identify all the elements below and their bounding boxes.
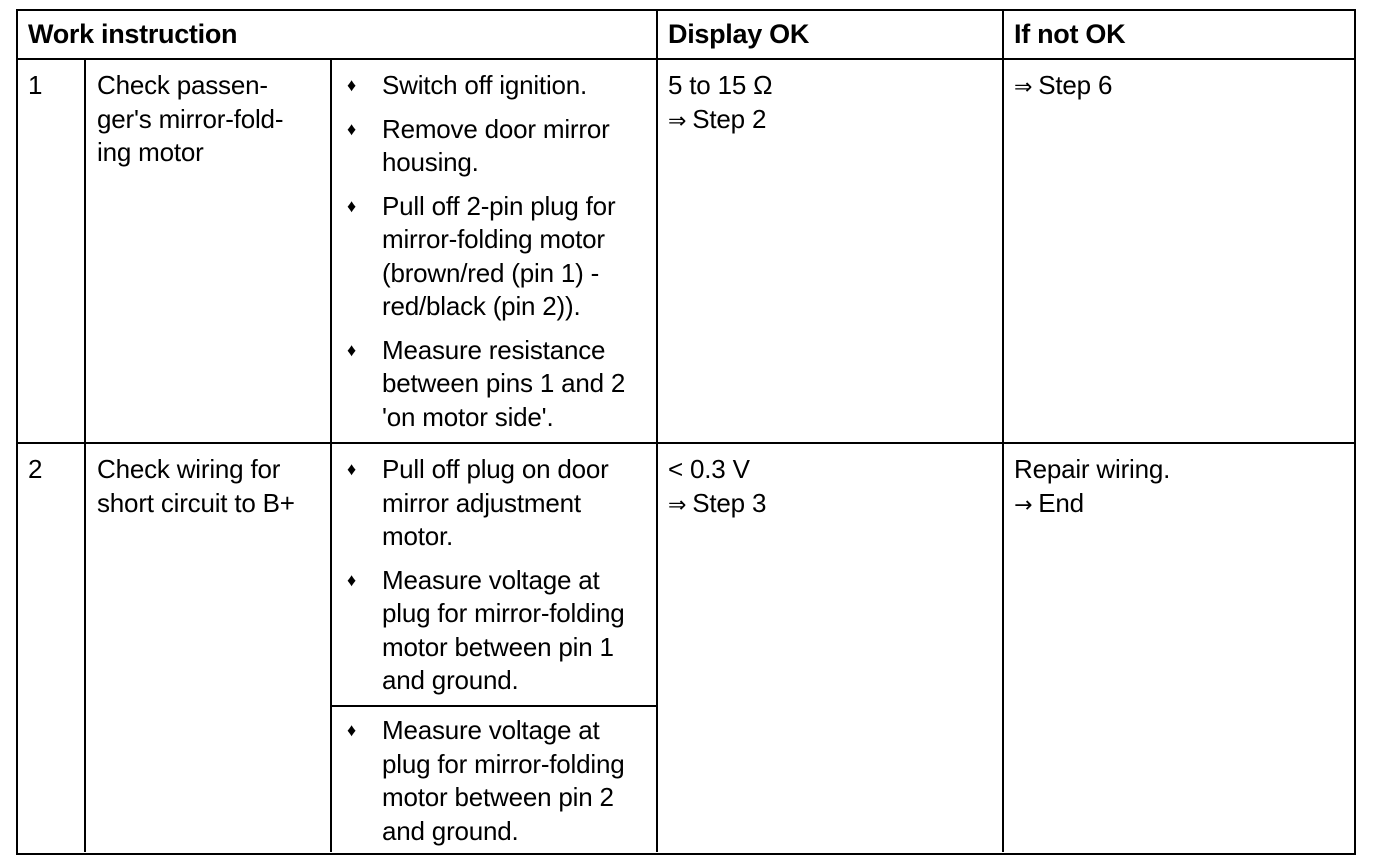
bullet-line: between pins 1 and 2	[382, 368, 626, 398]
step-number: 1	[28, 70, 43, 100]
table-row	[18, 60, 1354, 444]
display-ok-value: < 0.3 V	[668, 454, 750, 484]
diamond-bullet-icon: ♦	[347, 569, 356, 590]
bullet-item	[332, 714, 656, 848]
bullet-line: Measure voltage at	[382, 715, 600, 745]
bullet-line: Pull off plug on door	[382, 454, 609, 484]
bullet-line: housing.	[382, 147, 479, 177]
bullet-line: motor between pin 2	[382, 782, 614, 812]
step-description	[84, 60, 330, 442]
display-ok-cell	[656, 444, 1002, 852]
diamond-bullet-icon: ♦	[347, 720, 356, 740]
bullet-item	[332, 190, 656, 324]
bullet-line: Measure voltage at	[382, 564, 600, 595]
if-not-ok-next	[1014, 69, 1354, 105]
step-number: 2	[28, 454, 43, 484]
bullet-line: Pull off 2-pin plug for	[382, 190, 616, 221]
header-work-instruction: Work instruction	[28, 19, 238, 49]
bullet-line: mirror adjustment	[382, 487, 581, 518]
next-step-text: End	[1038, 487, 1084, 518]
double-arrow-icon: ⇒	[1014, 75, 1033, 100]
description-line: Check passen-	[97, 70, 268, 100]
bullet-line: (brown/red (pin 1) -	[382, 257, 600, 288]
bullet-item	[332, 334, 656, 435]
bullet-divider	[332, 705, 656, 707]
display-ok-value: 5 to 15 Ω	[668, 70, 773, 100]
if-not-ok-cell	[1002, 60, 1354, 442]
bullet-line: motor between pin 1	[382, 631, 614, 662]
header-display-ok: Display OK	[656, 11, 1002, 58]
double-arrow-icon: ⇒	[668, 108, 687, 134]
work-instruction-table	[16, 9, 1356, 855]
bullet-item	[332, 113, 656, 180]
description-line: short circuit to B+	[97, 487, 295, 518]
bullet-item	[332, 453, 656, 554]
instruction-bullets	[330, 60, 656, 442]
right-arrow-icon: →	[1014, 492, 1033, 518]
table-header-row	[18, 11, 1354, 60]
next-step-text: Step 3	[692, 487, 767, 518]
header-if-not-ok: If not OK	[1002, 11, 1354, 58]
bullet-line: and ground.	[382, 815, 519, 846]
description-line: Check wiring for	[97, 454, 281, 484]
bullet-line: plug for mirror-folding	[382, 598, 625, 628]
next-step-text: Step 6	[1038, 70, 1113, 100]
instruction-bullets	[330, 444, 656, 852]
diamond-bullet-icon: ♦	[347, 195, 356, 216]
sub-instruction-bullets	[332, 714, 656, 858]
bullet-line: mirror-folding motor	[382, 224, 605, 254]
bullet-line: motor.	[382, 521, 454, 551]
diamond-bullet-icon: ♦	[347, 459, 356, 479]
diamond-bullet-icon: ♦	[347, 75, 356, 95]
description-line: ing motor	[97, 137, 204, 167]
bullet-line: Remove door mirror	[382, 113, 610, 144]
if-not-ok-line1: Repair wiring.	[1014, 454, 1171, 484]
bullet-line: 'on motor side'.	[382, 401, 554, 432]
display-ok-cell	[656, 60, 1002, 442]
step-description	[84, 444, 330, 852]
table-row	[18, 444, 1354, 852]
next-step-text: Step 2	[692, 103, 767, 134]
display-ok-next	[668, 487, 1002, 523]
bullet-item	[332, 564, 656, 698]
bullet-line: Switch off ignition.	[382, 70, 588, 100]
bullet-line: plug for mirror-folding	[382, 748, 625, 779]
bullet-line: Measure resistance	[382, 334, 606, 365]
double-arrow-icon: ⇒	[668, 492, 687, 518]
bullet-line: red/black (pin 2)).	[382, 291, 581, 321]
description-line: ger's mirror-fold-	[97, 103, 284, 134]
if-not-ok-cell	[1002, 444, 1354, 852]
diamond-bullet-icon: ♦	[347, 118, 356, 139]
if-not-ok-next	[1014, 487, 1354, 523]
display-ok-next	[668, 103, 1002, 139]
bullet-line: and ground.	[382, 665, 519, 695]
diamond-bullet-icon: ♦	[347, 339, 356, 360]
bullet-item	[332, 69, 656, 103]
